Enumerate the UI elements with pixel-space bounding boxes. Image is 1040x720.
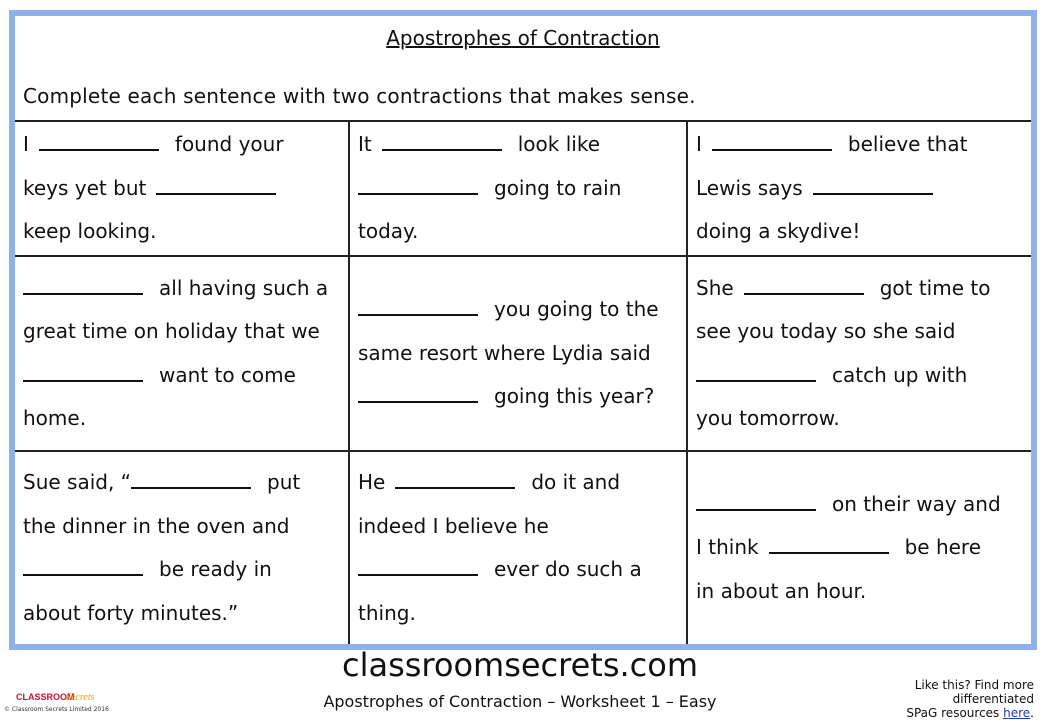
cell-text: today. — [358, 219, 419, 244]
answer-blank[interactable] — [813, 173, 933, 195]
sentence-grid — [15, 122, 1031, 644]
answer-blank[interactable] — [769, 532, 889, 554]
instruction-text: Complete each sentence with two contractions that makes sense. — [23, 84, 696, 108]
sentence-cell — [15, 257, 348, 450]
worksheet-frame — [9, 10, 1037, 650]
answer-blank[interactable] — [712, 129, 832, 151]
answer-blank[interactable] — [382, 129, 502, 151]
worksheet-subtitle: Apostrophes of Contraction – Worksheet 1 – Easy — [323, 692, 717, 711]
answer-blank[interactable] — [39, 129, 159, 151]
cell-text: I — [696, 132, 702, 157]
svg-text:Secrets: Secrets — [66, 692, 95, 703]
cell-text: keep looking. — [23, 219, 157, 244]
sentence-cell — [350, 452, 686, 644]
promo-line: SPaG resources — [906, 706, 1000, 720]
cell-text: Lewis says — [696, 175, 803, 200]
cell-text: same resort where Lydia said — [358, 340, 651, 365]
promo-line: Like this? Find more differentiated — [914, 678, 1034, 706]
promo-text — [834, 678, 1034, 720]
sentence-cell — [688, 452, 1031, 644]
copyright-text: © Classroom Secrets Limited 2016 — [4, 706, 109, 713]
cell-text: want to come — [159, 362, 296, 387]
cell-text: great time on holiday that we — [23, 319, 320, 343]
cell-text: see you today so she said — [696, 319, 956, 343]
cell-text: She — [696, 275, 734, 300]
cell-text: indeed I believe he — [358, 513, 549, 538]
answer-blank[interactable] — [358, 294, 478, 316]
cell-text: found your — [174, 132, 284, 157]
answer-blank[interactable] — [395, 467, 515, 489]
cell-text: all having such a — [159, 275, 329, 300]
answer-blank[interactable] — [156, 173, 276, 195]
cell-text: you going to the — [494, 297, 659, 322]
sentence-cell — [688, 257, 1031, 450]
cell-text: He — [358, 470, 386, 494]
classroom-secrets-logo — [14, 688, 100, 704]
cell-text: ever do such a — [494, 557, 642, 581]
answer-blank[interactable] — [23, 273, 143, 295]
promo-end: . — [1030, 706, 1034, 720]
cell-text: do it and — [531, 470, 621, 494]
cell-text: the dinner in the oven and — [23, 513, 290, 538]
cell-text: in about an hour. — [696, 578, 867, 603]
answer-blank[interactable] — [744, 273, 864, 295]
cell-text: catch up with — [832, 362, 968, 387]
cell-text: about forty minutes.” — [23, 600, 239, 625]
cell-text: put — [267, 470, 301, 494]
answer-blank[interactable] — [131, 467, 251, 489]
cell-text: keys yet but — [23, 175, 147, 200]
cell-text: you tomorrow. — [696, 406, 840, 430]
answer-blank[interactable] — [696, 489, 816, 511]
here-link[interactable]: here — [1003, 706, 1031, 720]
cell-text: thing. — [358, 600, 416, 625]
answer-blank[interactable] — [358, 173, 478, 195]
answer-blank[interactable] — [696, 360, 816, 382]
svg-text:CLASSROOM: CLASSROOM — [16, 692, 75, 702]
cell-text: be ready in — [159, 557, 272, 581]
sentence-cell — [15, 452, 348, 644]
answer-blank[interactable] — [358, 381, 478, 403]
cell-text: home. — [23, 406, 87, 430]
cell-text: believe that — [847, 132, 968, 157]
answer-blank[interactable] — [23, 360, 143, 382]
cell-text: got time to — [879, 275, 991, 300]
cell-text: It — [358, 132, 372, 157]
answer-blank[interactable] — [23, 554, 143, 576]
worksheet-header — [15, 16, 1031, 122]
sentence-cell — [15, 122, 348, 255]
answer-blank[interactable] — [358, 554, 478, 576]
cell-text: doing a skydive! — [696, 219, 861, 244]
cell-text: look like — [517, 132, 601, 157]
sentence-cell — [688, 122, 1031, 255]
cell-text: Sue said, “ — [23, 470, 132, 494]
site-name: classroomsecrets.com — [341, 646, 699, 684]
cell-text: on their way and — [832, 491, 1001, 516]
sentence-cell — [350, 257, 686, 450]
cell-text: I — [23, 132, 29, 157]
cell-text: going to rain — [494, 175, 622, 200]
sentence-cell — [350, 122, 686, 255]
cell-text: I think — [696, 535, 759, 560]
cell-text: going this year? — [494, 384, 655, 409]
worksheet-title: Apostrophes of Contraction — [386, 26, 660, 50]
cell-text: be here — [904, 535, 982, 560]
